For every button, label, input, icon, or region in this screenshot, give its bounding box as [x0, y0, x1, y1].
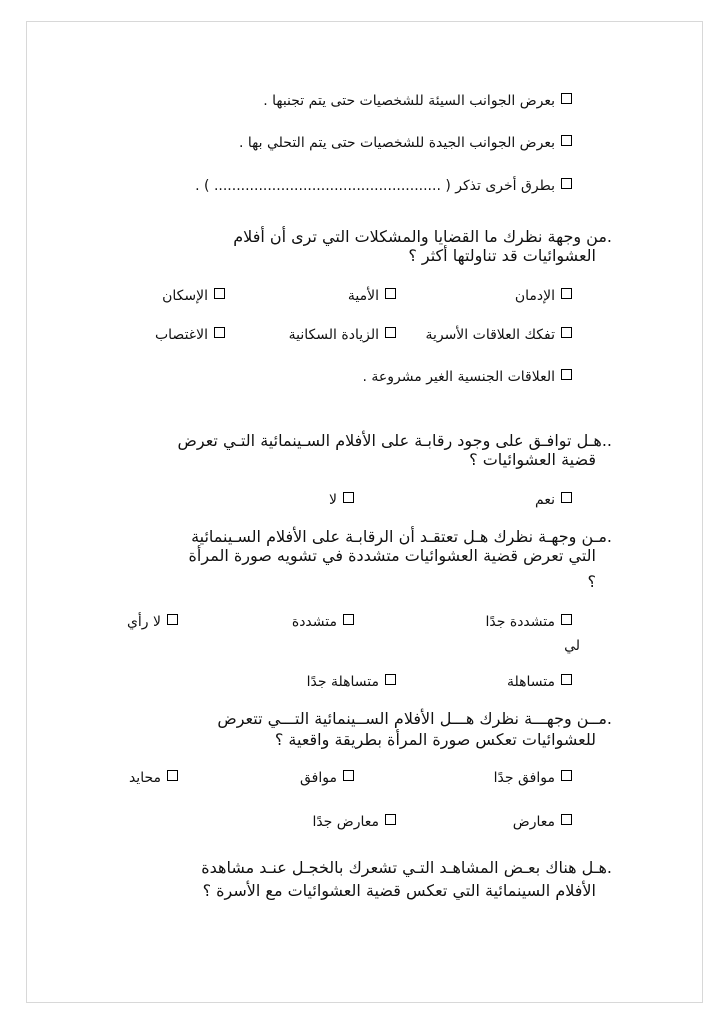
checkbox-icon[interactable]	[343, 614, 354, 625]
checkbox-icon[interactable]	[385, 814, 396, 825]
question-5-line-1: .هـل هناك بعـض المشاهـد التـي تشعرك بالخجـل عنـد مشاهدة	[201, 858, 612, 877]
checkbox-icon[interactable]	[561, 93, 572, 104]
q4-option-strongly-disagree[interactable]: معارض جدًا	[312, 813, 396, 831]
question-3-line-3: ؟	[587, 572, 596, 591]
question-4-line-2: للعشوائيات تعكس صورة المرأة بطريقة واقعية ؟	[274, 730, 596, 749]
checkbox-icon[interactable]	[385, 327, 396, 338]
q4-option-strongly-agree[interactable]: موافق جدًا	[494, 769, 572, 787]
question-1-line-1: .من وجهة نظرك ما القضايا والمشكلات التي ترى أن أفلام	[233, 227, 612, 246]
checkbox-icon[interactable]	[167, 770, 178, 781]
checkbox-icon[interactable]	[561, 327, 572, 338]
intro-option-1[interactable]: بعرض الجوانب السيئة للشخصيات حتى يتم تجنبها .	[263, 92, 572, 110]
checkbox-icon[interactable]	[385, 288, 396, 299]
checkbox-icon[interactable]	[214, 327, 225, 338]
q2-option-no[interactable]: لا	[329, 491, 354, 509]
q1-option-illiteracy[interactable]: الأمية	[348, 287, 396, 305]
checkbox-icon[interactable]	[561, 770, 572, 781]
checkbox-icon[interactable]	[167, 614, 178, 625]
question-2-line-1: ..هـل توافـق على وجود رقابـة على الأفلام السـينمائية التـي تعرض	[177, 431, 612, 450]
q1-option-population-growth[interactable]: الزيادة السكانية	[289, 326, 396, 344]
checkbox-icon[interactable]	[214, 288, 225, 299]
question-3-line-2: التي تعرض قضية العشوائيات متشددة في تشويه صورة المرأة	[188, 546, 596, 565]
intro-option-2[interactable]: بعرض الجوانب الجيدة للشخصيات حتى يتم التحلي بها .	[239, 134, 572, 152]
question-5-line-2: الأفلام السينمائية التي تعكس قضية العشوائيات مع الأسرة ؟	[202, 881, 596, 900]
checkbox-icon[interactable]	[343, 492, 354, 503]
checkbox-icon[interactable]	[343, 770, 354, 781]
checkbox-icon[interactable]	[561, 814, 572, 825]
q3-option-very-strict[interactable]: متشددة جدًا	[486, 613, 572, 631]
q3-option-very-lenient[interactable]: متساهلة جدًا	[307, 673, 396, 691]
q4-option-agree[interactable]: موافق	[300, 769, 354, 787]
q1-option-addiction[interactable]: الإدمان	[515, 287, 572, 305]
q1-option-family-breakdown[interactable]: تفكك العلاقات الأسرية	[425, 326, 572, 344]
q2-option-yes[interactable]: نعم	[535, 491, 572, 509]
document-page	[26, 21, 703, 1003]
q1-option-illicit-relations[interactable]: العلاقات الجنسية الغير مشروعة .	[363, 368, 572, 386]
q4-option-neutral[interactable]: محايد	[129, 769, 178, 787]
q3-option-no-opinion-wrap: لي	[564, 638, 580, 654]
checkbox-icon[interactable]	[561, 178, 572, 189]
q1-option-housing[interactable]: الإسكان	[162, 287, 225, 305]
question-3-line-1: .مـن وجهـة نظرك هـل تعتقـد أن الرقابـة على الأفلام السـينمائية	[191, 527, 612, 546]
q4-option-disagree[interactable]: معارض	[513, 813, 572, 831]
intro-option-3[interactable]: بطرق أخرى تذكر ( ................................................... ) .	[195, 177, 572, 195]
question-1-line-2: العشوائيات قد تناولتها أكثر ؟	[408, 246, 596, 265]
checkbox-icon[interactable]	[385, 674, 396, 685]
checkbox-icon[interactable]	[561, 614, 572, 625]
checkbox-icon[interactable]	[561, 369, 572, 380]
question-4-line-1: .مــن وجهـــة نظرك هـــل الأفلام الســينمائية التـــي تتعرض	[217, 709, 612, 728]
question-2-line-2: قضية العشوائيات ؟	[469, 450, 596, 469]
q3-option-no-opinion[interactable]: لا رأي	[127, 613, 178, 631]
q3-option-strict[interactable]: متشددة	[292, 613, 354, 631]
checkbox-icon[interactable]	[561, 135, 572, 146]
q3-option-lenient[interactable]: متساهلة	[507, 673, 572, 691]
checkbox-icon[interactable]	[561, 674, 572, 685]
checkbox-icon[interactable]	[561, 288, 572, 299]
q1-option-rape[interactable]: الاغتصاب	[155, 326, 225, 344]
checkbox-icon[interactable]	[561, 492, 572, 503]
